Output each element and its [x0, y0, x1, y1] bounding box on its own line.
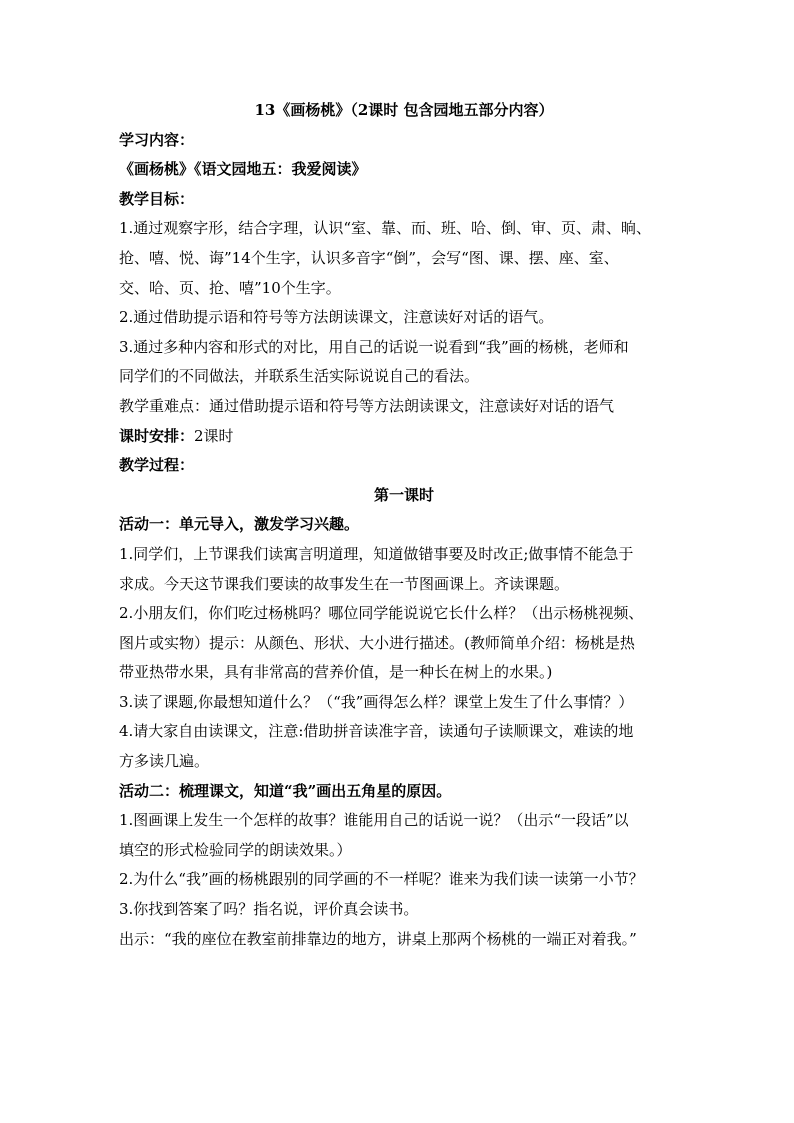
- process-label: 教学过程：: [119, 456, 195, 475]
- activity2-line: 填空的形式检验同学的朗读效果。）: [119, 840, 352, 859]
- activity1-line: 3.读了课题,你最想知道什么？（“我”画得怎么样？课堂上发生了什么事情？）: [119, 692, 634, 711]
- activity1-line: 2.小朋友们，你们吃过杨桃吗？哪位同学能说说它长什么样？（出示杨桃视频、: [119, 604, 644, 623]
- schedule-value: 2课时: [194, 426, 234, 445]
- activity2-heading: 活动二：梳理课文，知道“我”画出五角星的原因。: [119, 781, 452, 800]
- goal-line: 同学们的不同做法，并联系生活实际说说自己的看法。: [119, 367, 480, 386]
- learning-content-label: 学习内容：: [119, 130, 195, 149]
- schedule: [119, 422, 689, 452]
- activity2-line: 1.图画课上发生一个怎样的故事？谁能用自己的话说一说？（出示“一段话”以: [119, 811, 629, 830]
- activity1-line: 图片或实物）提示：从颜色、形状、大小进行描述。(教师简单介绍：杨桃是热: [119, 633, 635, 652]
- activity2-line: 3.你找到答案了吗？指名说，评价真会读书。: [119, 900, 419, 919]
- activity1-heading: 活动一：单元导入，激发学习兴趣。: [119, 515, 360, 534]
- activity1-line: 4.请大家自由读课文，注意:借助拼音读准字音，读通句子读顺课文，难读的地: [119, 722, 634, 741]
- activity2-line: 2.为什么“我”画的杨桃跟别的同学画的不一样呢？谁来为我们读一读第一小节？: [119, 870, 644, 889]
- goal-line: 2.通过借助提示语和符号等方法朗读课文，注意读好对话的语气。: [119, 308, 554, 327]
- activity1-line: 求成。今天这节课我们要读的故事发生在一节图画课上。齐读课题。: [119, 574, 570, 593]
- goal-line: 3.通过多种内容和形式的对比，用自己的话说一说看到“我”画的杨桃，老师和: [119, 337, 629, 356]
- document-page: [119, 96, 689, 954]
- goal-line: 1.通过观察字形，结合字理，认识“室、靠、而、班、哈、倒、审、页、肃、晌、: [119, 219, 651, 238]
- learning-content: 《画杨桃》《语文园地五：我爱阅读》: [119, 160, 367, 179]
- schedule-label: 课时安排：: [119, 426, 195, 445]
- activity1-line: 带亚热带水果，具有非常高的营养价值，是一种长在树上的水果。): [119, 663, 553, 682]
- lesson1-heading: 第一课时: [373, 485, 434, 504]
- document-title: 13《画杨桃》（2课时 包含园地五部分内容）: [254, 101, 554, 119]
- goals-label: 教学目标：: [119, 189, 195, 208]
- key-points: 教学重难点：通过借助提示语和符号等方法朗读课文，注意读好对话的语气: [119, 396, 615, 415]
- goal-line: 交、哈、页、抢、嘻”10个生字。: [119, 278, 341, 297]
- activity1-line: 1.同学们，上节课我们读寓言明道理，知道做错事要及时改正;做事情不能急于: [119, 544, 634, 563]
- goal-line: 抢、嘻、悦、诲”14个生字，认识多音字“倒”，会写“图、课、摆、座、室、: [119, 248, 619, 267]
- activity1-line: 方多读几遍。: [119, 752, 210, 771]
- activity2-line: 出示：“我的座位在教室前排靠边的地方，讲桌上那两个杨桃的一端正对着我。”: [119, 929, 637, 948]
